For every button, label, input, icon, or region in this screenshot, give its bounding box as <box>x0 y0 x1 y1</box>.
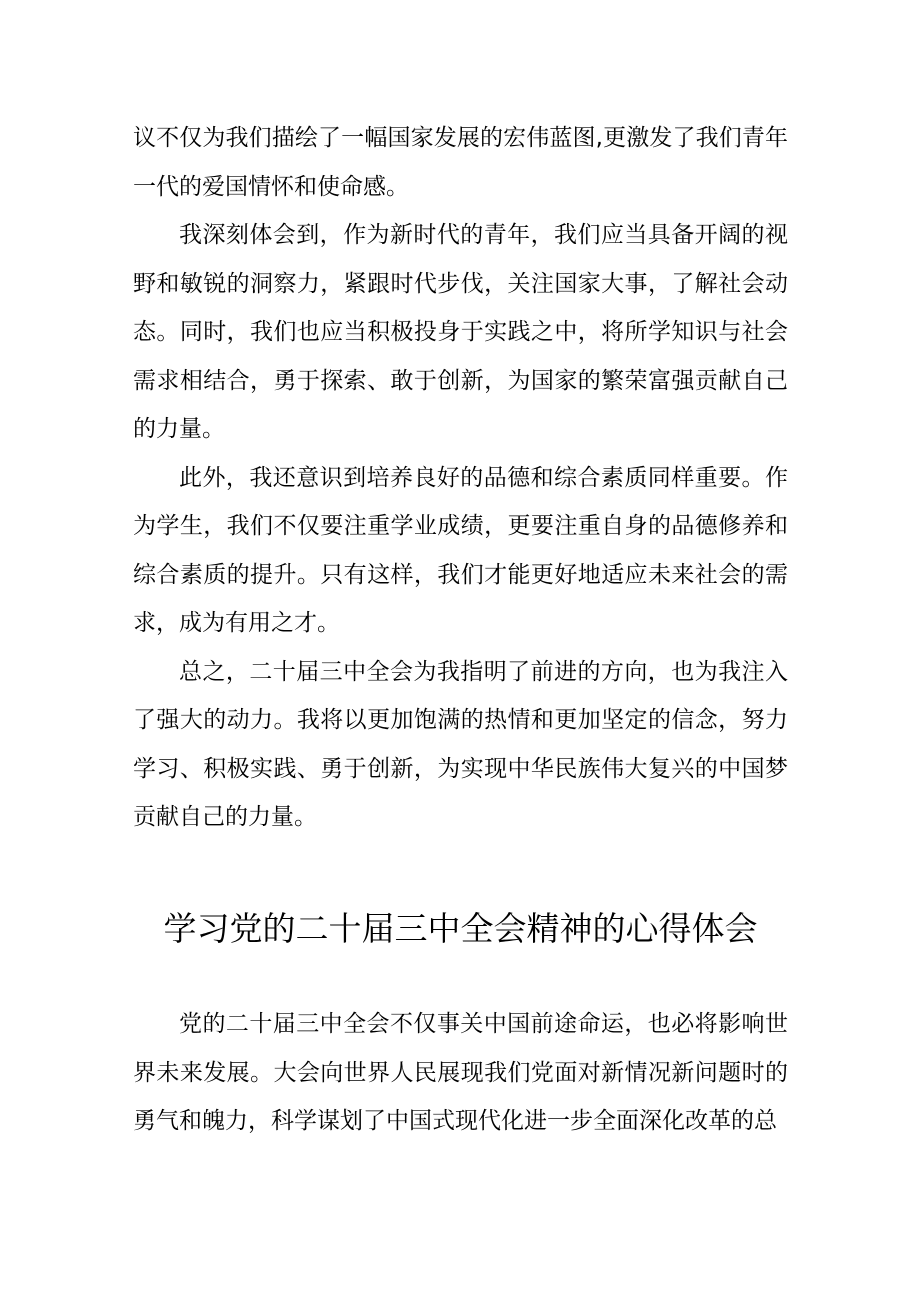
paragraph-opening: 党的二十届三中全会不仅事关中国前途命运，也必将影响世界未来发展。大会向世界人民展现我们党面对新情况新问题时的勇气和魄力，科学谋划了中国式现代化进一步全面深化改革的总 <box>133 1011 788 1134</box>
article-body-continued <box>133 114 788 842</box>
section-title: 学习党的二十届三中全会精神的心得体会 <box>163 909 758 948</box>
paragraph-continuation: 议不仅为我们描绘了一幅国家发展的宏伟蓝图,更激发了我们青年一代的爱国情怀和使命感。 <box>133 125 788 200</box>
new-article-body <box>133 1000 788 1146</box>
paragraph-character-quality: 此外，我还意识到培养良好的品德和综合素质同样重要。作为学生，我们不仅要注重学业成绩，更要注重自身的品德修养和综合素质的提升。只有这样，我们才能更好地适应未来社会的需求，成为有用之才。 <box>133 464 788 636</box>
paragraph-conclusion: 总之，二十届三中全会为我指明了前进的方向，也为我注入了强大的动力。我将以更加饱满的热情和更加坚定的信念，努力学习、积极实践、勇于创新，为实现中华民族伟大复兴的中国梦贡献自己的力量。 <box>133 658 788 830</box>
paragraph-youth-vision: 我深刻体会到，作为新时代的青年，我们应当具备开阔的视野和敏锐的洞察力，紧跟时代步伐，关注国家大事，了解社会动态。同时，我们也应当积极投身于实践之中，将所学知识与社会需求相结合，勇于探索、敢于创新，为国家的繁荣富强贡献自己的力量。 <box>133 222 788 442</box>
